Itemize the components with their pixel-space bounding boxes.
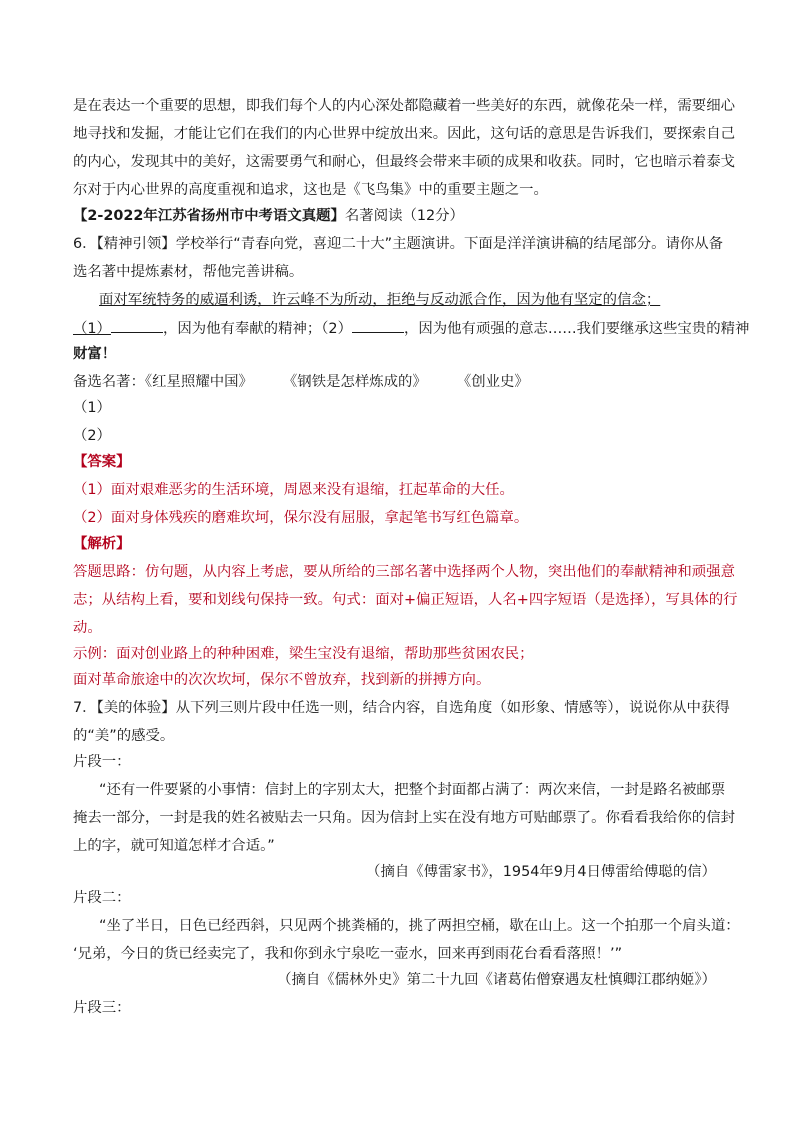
answer-1: （1）面对艰难恶劣的生活环境，周恩来没有退缩，扛起革命的大任。 bbox=[73, 482, 514, 498]
analysis-line-2: 志；从结构上看，要和划线句保持一致。句式：面对+偏正短语，人名+四字短语（是选择），写具体的行 bbox=[73, 592, 738, 608]
intro-line-4: 尔对于内心世界的高度重视和追求，这也是《飞鸟集》中的重要主题之一。 bbox=[73, 182, 548, 198]
passage-1-line-1: “还有一件要紧的小事情：信封上的字别太大，把整个封面都占满了：两次来信，一封是路名被邮票 bbox=[99, 782, 726, 798]
blank-2-prefix: ，因为他有奉献的精神；（2） bbox=[162, 321, 352, 337]
blank-2-line bbox=[352, 318, 404, 333]
passage-2-source: （摘自《儒林外史》第二十九回《诸葛佑僧寮遇友杜慎卿江郡纳姬》） bbox=[277, 972, 716, 988]
q6-line-1: 6．【精神引领】学校举行“青春向党，喜迎二十大”主题演讲。下面是洋洋演讲稿的结尾部分。请你从备 bbox=[73, 236, 724, 252]
book-option-3: 《创业史》 bbox=[456, 374, 529, 390]
intro-line-3: 的内心，发现其中的美好，这需要勇气和耐心，但最终会带来丰硕的成果和收获。同时，它也暗示着泰戈 bbox=[73, 154, 735, 170]
answer-2: （2）面对身体残疾的磨难坎坷，保尔没有屈服，拿起笔书写红色篇章。 bbox=[73, 510, 529, 526]
q6-blank-sentence bbox=[73, 318, 749, 339]
candidate-books bbox=[73, 372, 529, 392]
underlined-text: 面对军统特务的威逼利诱，许云峰不为所动，拒绝与反动派合作，因为他有坚定的信念； bbox=[99, 292, 661, 308]
q7-line-1: 7．【美的体验】从下列三则片段中任选一则，结合内容，自选角度（如形象、情感等），说说你从中获得 bbox=[73, 700, 730, 716]
intro-line-1: 是在表达一个重要的思想，即我们每个人的内心深处都隐藏着一些美好的东西，就像花朵一样，需要细心 bbox=[73, 98, 735, 114]
section-title-source: 【2-2022年江苏省扬州市中考语文真题】 bbox=[73, 208, 345, 224]
answer-slot-2: （2） bbox=[73, 428, 111, 444]
example-line-1: 示例：面对创业路上的种种困难，梁生宝没有退缩，帮助那些贫困农民； bbox=[73, 646, 534, 662]
q7-line-2: 的“美”的感受。 bbox=[73, 728, 175, 744]
passage-2-label: 片段二： bbox=[73, 890, 131, 906]
q6-underlined-sentence bbox=[99, 290, 660, 310]
passage-3-label: 片段三： bbox=[73, 1000, 131, 1016]
passage-1-source: （摘自《傅雷家书》，1954年9月4日傅雷给傅聪的信） bbox=[366, 864, 716, 880]
section-title bbox=[73, 206, 464, 226]
analysis-line-3: 动。 bbox=[73, 620, 102, 636]
blank-1-line bbox=[111, 318, 163, 333]
section-title-rest: 名著阅读（12分） bbox=[344, 208, 464, 224]
blank-sentence-suffix: ，因为他有顽强的意志……我们要继承这些宝贵的精神 bbox=[403, 321, 750, 337]
example-line-2: 面对革命旅途中的次次坎坷，保尔不曾放弃，找到新的拼搏方向。 bbox=[73, 672, 491, 688]
candidate-books-label: 备选名著： bbox=[73, 374, 145, 390]
book-option-2: 《钢铁是怎样炼成的》 bbox=[282, 374, 427, 390]
passage-1-line-3: 上的字，就可知道怎样才合适。” bbox=[73, 838, 275, 854]
blank-1-label: （1） bbox=[73, 321, 111, 337]
answer-label: 【答案】 bbox=[73, 454, 131, 470]
answer-slot-1: （1） bbox=[73, 400, 111, 416]
analysis-line-1: 答题思路：仿句题，从内容上考虑，要从所给的三部名著中选择两个人物，突出他们的奉献精神和顽强意 bbox=[73, 564, 735, 580]
q6-line-5: 财富！ bbox=[73, 346, 117, 362]
intro-line-2: 地寻找和发掘，才能让它们在我们的内心世界中绽放出来。因此，这句话的意思是告诉我们，要探索自己 bbox=[73, 126, 735, 142]
analysis-label: 【解析】 bbox=[73, 536, 131, 552]
passage-2-line-1: “坐了半日，日色已经西斜，只见两个挑粪桶的，挑了两担空桶，歇在山上。这一个拍那一个肩头道： bbox=[99, 918, 740, 934]
passage-1-line-2: 掩去一部分，一封是我的姓名被贴去一只角。因为信封上实在没有地方可贴邮票了。你看看我给你的信封 bbox=[73, 810, 735, 826]
q6-line-2: 选名著中提炼素材，帮他完善讲稿。 bbox=[73, 264, 304, 280]
book-option-1: 《红星照耀中国》 bbox=[144, 374, 253, 390]
passage-2-line-2: ‘兄弟，今日的货已经卖完了，我和你到永宁泉吃一壶水，回来再到雨花台看看落照！’” bbox=[73, 946, 623, 962]
passage-1-label: 片段一： bbox=[73, 754, 131, 770]
